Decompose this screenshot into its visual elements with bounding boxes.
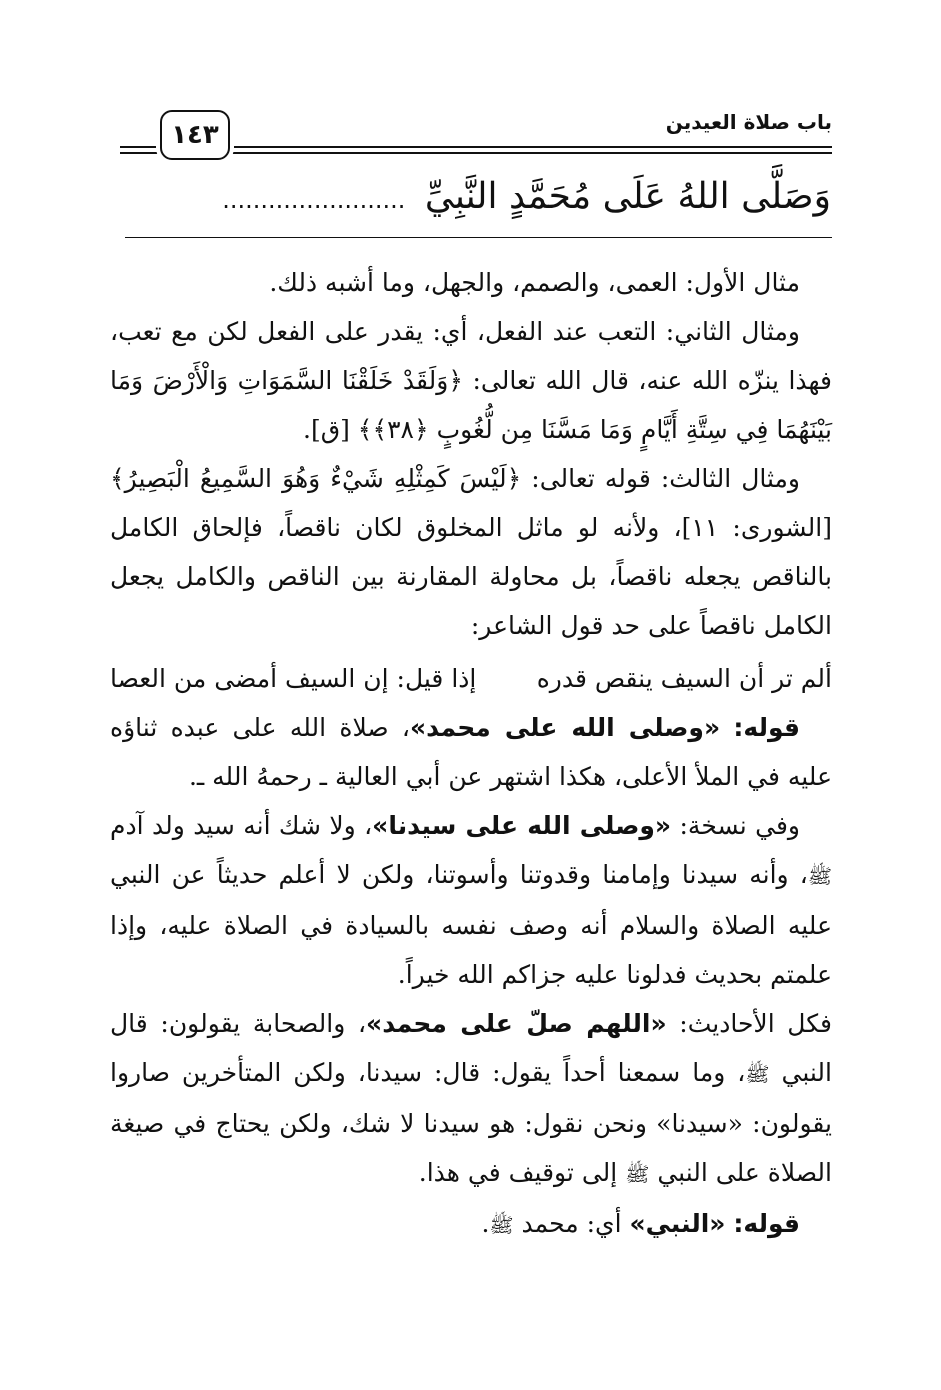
salawat-glyph: ﷺ <box>745 1062 770 1086</box>
matn-dots: ........................ <box>222 186 406 214</box>
paragraph-7-text: أي: محمد <box>521 1209 622 1238</box>
verse-first-hemistich: ألم تر أن السيف ينقص قدره <box>536 664 832 693</box>
matn-text: وَصَلَّى اللهُ عَلَى مُحَمَّدٍ النَّبِيِّ <box>424 176 831 217</box>
paragraph-4-label: قوله: <box>733 713 800 742</box>
commentary-body <box>110 258 832 1250</box>
paragraph-4-text: ، صلاة الله على عبده ثناؤه عليه في الملأ الأعلى، هكذا اشتهر عن أبي العالية ـ رحمهُ الله ـ. <box>110 713 832 791</box>
salawat-glyph: ﷺ <box>625 1162 650 1186</box>
paragraph-7-end: . <box>481 1209 490 1238</box>
verse-second-hemistich: إذا قيل: إن السيف أمضى من العصا <box>110 664 477 693</box>
paragraph-1: مثال الأول: العمى، والصمم، والجهل، وما أشبه ذلك. <box>269 268 800 297</box>
paragraph-7-label: قوله: <box>733 1209 800 1238</box>
paragraph-5-quote: «وصلى الله على سيدنا» <box>372 811 672 840</box>
page-number: ١٤٣ <box>160 110 230 160</box>
paragraph-5 <box>110 801 832 999</box>
paragraph-6-quote: «اللهم صلّ على محمد» <box>366 1009 667 1038</box>
paragraph-7 <box>110 1199 832 1250</box>
salawat-glyph: ﷺ <box>489 1213 514 1237</box>
paragraph-3: ومثال الثالث: قوله تعالى: ﴿لَيْسَ كَمِثْلِهِ شَيْءٌ وَهُوَ السَّمِيعُ الْبَصِيرُ﴾ [الشورى: ١١]، ولأنه لو ماثل المخلوق لكان ناقصاً، فإلحاق الكامل بالناقص يجعله ناقصاً، بل محاولة المقارنة بين الناقص والكامل يجعل الكامل ناقصاً على حد قول الشاعر: <box>110 464 832 640</box>
paragraph-2: ومثال الثاني: التعب عند الفعل، أي: يقدر على الفعل لكن مع تعب، فهذا ينزّه الله عنه، قال الله تعالى: ﴿وَلَقَدْ خَلَقْنَا السَّمَوَاتِ وَالْأَرْضَ وَمَا بَيْنَهُمَا فِي سِتَّةِ أَيَّامٍ وَمَا مَسَّنَا مِن لُّغُوبٍ ﴿٣٨﴾﴾ [ق]. <box>110 317 832 444</box>
chapter-title: باب صلاة العيدين <box>665 110 832 134</box>
paragraph-4-quote: «وصلى الله على محمد» <box>409 713 721 742</box>
paragraph-6-intro: فكل الأحاديث: <box>679 1009 832 1038</box>
paragraph-4 <box>110 703 832 801</box>
paragraph-6-text-a: ، والصحابة يقولون: قال النبي <box>110 1009 832 1087</box>
paragraph-6-text-c: إلى توقيف في هذا. <box>418 1158 618 1187</box>
paragraph-6-text-b: ، وما سمعنا أحداً يقول: قال: سيدنا، ولكن المتأخرين صاروا يقولون: «سيدنا» ونحن نقول: هو سيدنا لا شك، ولكن يحتاج في صيغة الصلاة على النبي <box>110 1058 832 1187</box>
paragraph-5-intro: وفي نسخة: <box>679 811 800 840</box>
page-header <box>120 106 832 166</box>
paragraph-5-text-a: ، ولا شك أنه سيد ولد آدم <box>110 811 373 840</box>
poetry-verse <box>110 650 832 703</box>
paragraph-5-text-b: ، وأنه سيدنا وإمامنا وقدوتنا وأسوتنا، ولكن لا أعلم حديثاً عن النبي عليه الصلاة والسلام أنه وصف نفسه بالسيادة في الصلاة عليه، وإذا علمتم بحديث فدلونا عليه جزاكم الله خيراً. <box>110 860 832 989</box>
matn-line <box>119 172 831 225</box>
matn-divider <box>125 237 832 238</box>
paragraph-6 <box>110 999 832 1199</box>
paragraph-7-quote: «النبي» <box>629 1209 726 1238</box>
salawat-glyph: ﷺ <box>807 864 832 888</box>
